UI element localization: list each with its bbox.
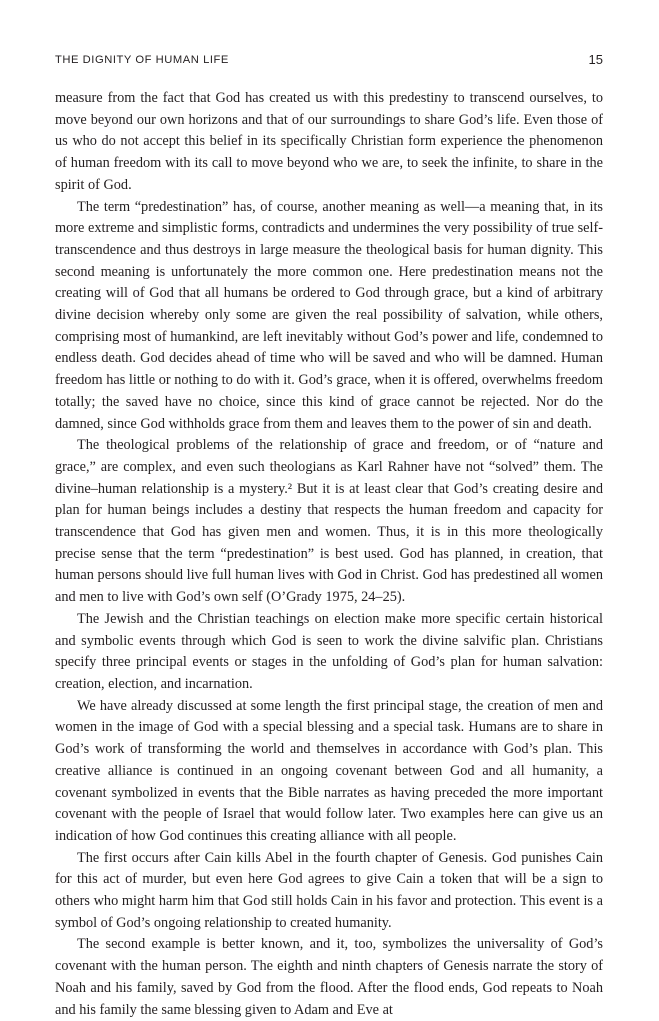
paragraph: We have already discussed at some length the first principal stage, the creation of men and women in the image of God with a special blessing and a special task. Humans are to share in God’s work of transforming the world and themselves in accordance with God’s plan. This creative alliance is continued in an ongoing covenant between God and all humanity, a covenant symbolized in events that the Bible narrates as having preceded the more important covenant with the people of Israel that would follow later. Two examples here can give us an indication of how God continues this creating alliance with all people. — [55, 697, 603, 844]
paragraph: The first occurs after Cain kills Abel in the fourth chapter of Genesis. God punishes Cain for this act of murder, but even here God agrees to give Cain a token that will be a sign to others who might harm him that God still holds Cain in his favor and protection. This event is a symbol of God’s ongoing relationship to created humanity. — [55, 849, 603, 931]
book-page — [55, 0, 603, 1018]
paragraph: The second example is better known, and it, too, symbolizes the universality of God’s covenant with the human person. The eighth and ninth chapters of Genesis narrate the story of Noah and his family, saved by God from the flood. After the flood ends, God repeats to Noah and his family the same blessing given to Adam and Eve at — [55, 936, 603, 1018]
page-number: 15 — [588, 52, 603, 67]
paragraph: measure from the fact that God has created us with this predestiny to transcend ourselves, to move beyond our own horizons and that of our surroundings to share God’s life. Even those of us who do not accept this belief in its specifically Christian form experience the phenomenon of human freedom with its call to move beyond who we are, to seek the infinite, to share in the spirit of God. — [55, 90, 603, 193]
paragraph: The theological problems of the relationship of grace and freedom, or of “nature and grace,” are complex, and even such theologians as Karl Rahner have not “solved” them. The divine–human relationship is a mystery.² But it is at least clear that God’s creating desire and plan for human beings includes a destiny that respects the human freedom and capacity for transcendence that God has given men and women. Thus, it is in this more theologically precise sense that the term “predestination” is best used. God has planned, in creation, that human persons should live full human lives with God in Christ. God has predestined all women and men to live with God’s own self (O’Grady 1975, 24–25). — [55, 437, 603, 606]
paragraph: The term “predestination” has, of course, another meaning as well—a meaning that, in its more extreme and simplistic forms, contradicts and undermines the very possibility of true self-transcendence and thus destroys in large measure the theological basis for human dignity. This second meaning is unfortunately the more common one. Here predestination means not the creating will of God that all humans be ordered to God through grace, but a kind of arbitrary divine decision whereby only some are given the real possibility of salvation, while others, comprising most of humankind, are left inevitably without God’s power and life, condemned to endless death. God decides ahead of time who will be saved and who will be damned. Human freedom has little or nothing to do with it. God’s grace, when it is offered, overwhelms freedom totally; the saved have no choice, since this kind of grace cannot be rejected. Nor do the damned, since God withholds grace from them and leaves them to the power of sin and death. — [55, 198, 603, 432]
body-text — [55, 88, 603, 1021]
paragraph: The Jewish and the Christian teachings on election make more specific certain historical and symbolic events through which God is seen to work the divine salvific plan. Christians specify three principal events or stages in the unfolding of God’s plan for human salvation: creation, election, and incarnation. — [55, 610, 603, 692]
running-head — [55, 52, 603, 70]
running-title: THE DIGNITY OF HUMAN LIFE — [55, 54, 229, 66]
